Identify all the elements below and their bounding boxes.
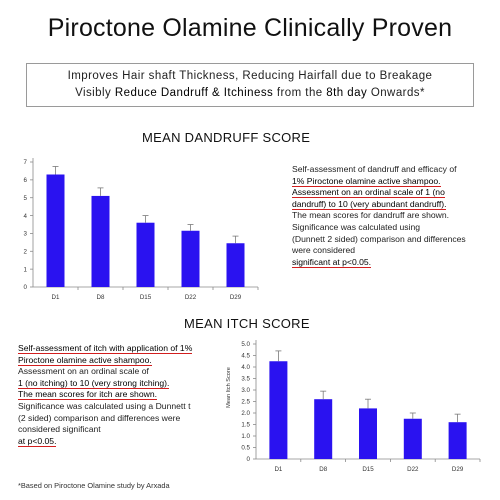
claim-banner: [26, 63, 474, 107]
y-tick-label: 4: [23, 212, 27, 220]
dandruff-description: [292, 164, 466, 268]
footnote: *Based on Piroctone Olamine study by Arxada: [18, 481, 170, 490]
bar: [182, 231, 200, 287]
x-tick-label: D22: [407, 466, 419, 473]
y-axis-label: Mean Itch Score: [226, 367, 232, 408]
bar: [404, 419, 422, 459]
y-tick-label: 6: [23, 177, 27, 185]
description-line: [292, 222, 466, 234]
bar: [359, 408, 377, 459]
description-line: [292, 210, 466, 222]
x-tick-label: D29: [451, 466, 464, 473]
description-text: The mean scores for dandruff are shown.: [292, 210, 449, 221]
dandruff-chart: [0, 150, 280, 310]
itch-description: [18, 343, 192, 447]
y-tick-label: 0.5: [241, 444, 250, 452]
x-tick-label: D15: [139, 294, 152, 301]
y-tick-label: 1.5: [241, 421, 250, 429]
x-tick-label: D1: [274, 466, 283, 473]
description-line: [18, 389, 192, 401]
y-tick-label: 4.0: [241, 364, 250, 372]
y-tick-label: 2.0: [241, 410, 250, 418]
y-tick-label: 1: [23, 266, 27, 274]
itch-chart-title: MEAN ITCH SCORE: [184, 316, 310, 331]
banner-text: from the: [273, 87, 327, 99]
description-text: were considered: [292, 245, 356, 256]
description-line: [18, 378, 192, 390]
description-text: significant at p<0.05.: [292, 256, 372, 267]
banner-text: Visibly: [75, 87, 115, 99]
y-tick-label: 0: [246, 456, 250, 464]
bar: [449, 422, 467, 459]
description-text: Significance was calculated using a Dunnett t: [18, 400, 191, 411]
y-tick-label: 3.5: [241, 375, 250, 383]
description-text: The mean scores for itch are shown.: [18, 389, 157, 400]
x-tick-label: D22: [184, 294, 197, 301]
y-tick-label: 0: [23, 284, 27, 292]
description-text: (2 sided) comparison and differences were: [18, 412, 181, 423]
banner-line-1: Improves Hair shaft Thickness, Reducing Hairfall due to Breakage: [67, 70, 433, 82]
description-text: Assessment on an ordinal scale of 1 (no: [292, 187, 445, 198]
description-text: Self-assessment of dandruff and efficacy of: [292, 164, 457, 174]
description-line: [18, 401, 192, 413]
itch-chart: [218, 336, 490, 482]
description-text: (Dunnett 2 sided) comparison and differences: [292, 233, 466, 244]
description-text: Piroctone olamine active shampoo.: [18, 354, 152, 365]
x-tick-label: D8: [319, 466, 328, 473]
description-line: [18, 413, 192, 425]
bar: [137, 223, 155, 287]
description-text: 1% Piroctone olamine active shampoo.: [292, 175, 441, 186]
description-text: Self-assessment of itch with application of 1%: [18, 343, 193, 353]
description-line: [292, 176, 466, 188]
x-tick-label: D29: [229, 294, 242, 301]
description-line: [292, 257, 466, 269]
y-tick-label: 3.0: [241, 387, 250, 395]
y-tick-label: 7: [23, 159, 27, 167]
bar: [269, 361, 287, 459]
y-tick-label: 3: [23, 230, 27, 238]
y-tick-label: 2: [23, 248, 27, 256]
bar: [227, 243, 245, 287]
bar: [314, 399, 332, 459]
description-text: Assessment on an ordinal scale of: [18, 366, 149, 377]
banner-text: Onwards*: [367, 87, 425, 99]
y-tick-label: 4.5: [241, 352, 250, 360]
description-line: [18, 355, 192, 367]
description-text: dandruff) to 10 (very abundant dandruff).: [292, 198, 447, 209]
banner-highlight: Reduce Dandruff & Itchiness: [114, 87, 274, 99]
description-line: [18, 343, 192, 355]
description-text: considered significant: [18, 424, 101, 435]
page-title: Piroctone Olamine Clinically Proven: [47, 14, 453, 42]
x-tick-label: D15: [362, 466, 374, 473]
description-text: 1 (no itching) to 10 (very strong itching).: [18, 377, 170, 388]
y-tick-label: 2.5: [241, 398, 250, 406]
description-line: [292, 234, 466, 246]
description-line: [18, 424, 192, 436]
dandruff-chart-title: MEAN DANDRUFF SCORE: [142, 130, 311, 145]
description-line: [18, 366, 192, 378]
y-tick-label: 5: [23, 194, 27, 202]
description-text: at p<0.05.: [18, 435, 57, 446]
banner-line-2: [27, 85, 473, 102]
description-line: [292, 164, 466, 176]
y-tick-label: 5.0: [241, 341, 250, 349]
bar: [47, 175, 65, 288]
description-line: [292, 199, 466, 211]
y-tick-label: 1.0: [241, 433, 250, 441]
description-text: Significance was calculated using: [292, 221, 421, 232]
banner-highlight: 8th day: [326, 87, 368, 99]
x-tick-label: D8: [96, 294, 105, 301]
description-line: [18, 436, 192, 448]
description-line: [292, 245, 466, 257]
x-tick-label: D1: [51, 294, 60, 301]
bar: [92, 196, 110, 287]
description-line: [292, 187, 466, 199]
